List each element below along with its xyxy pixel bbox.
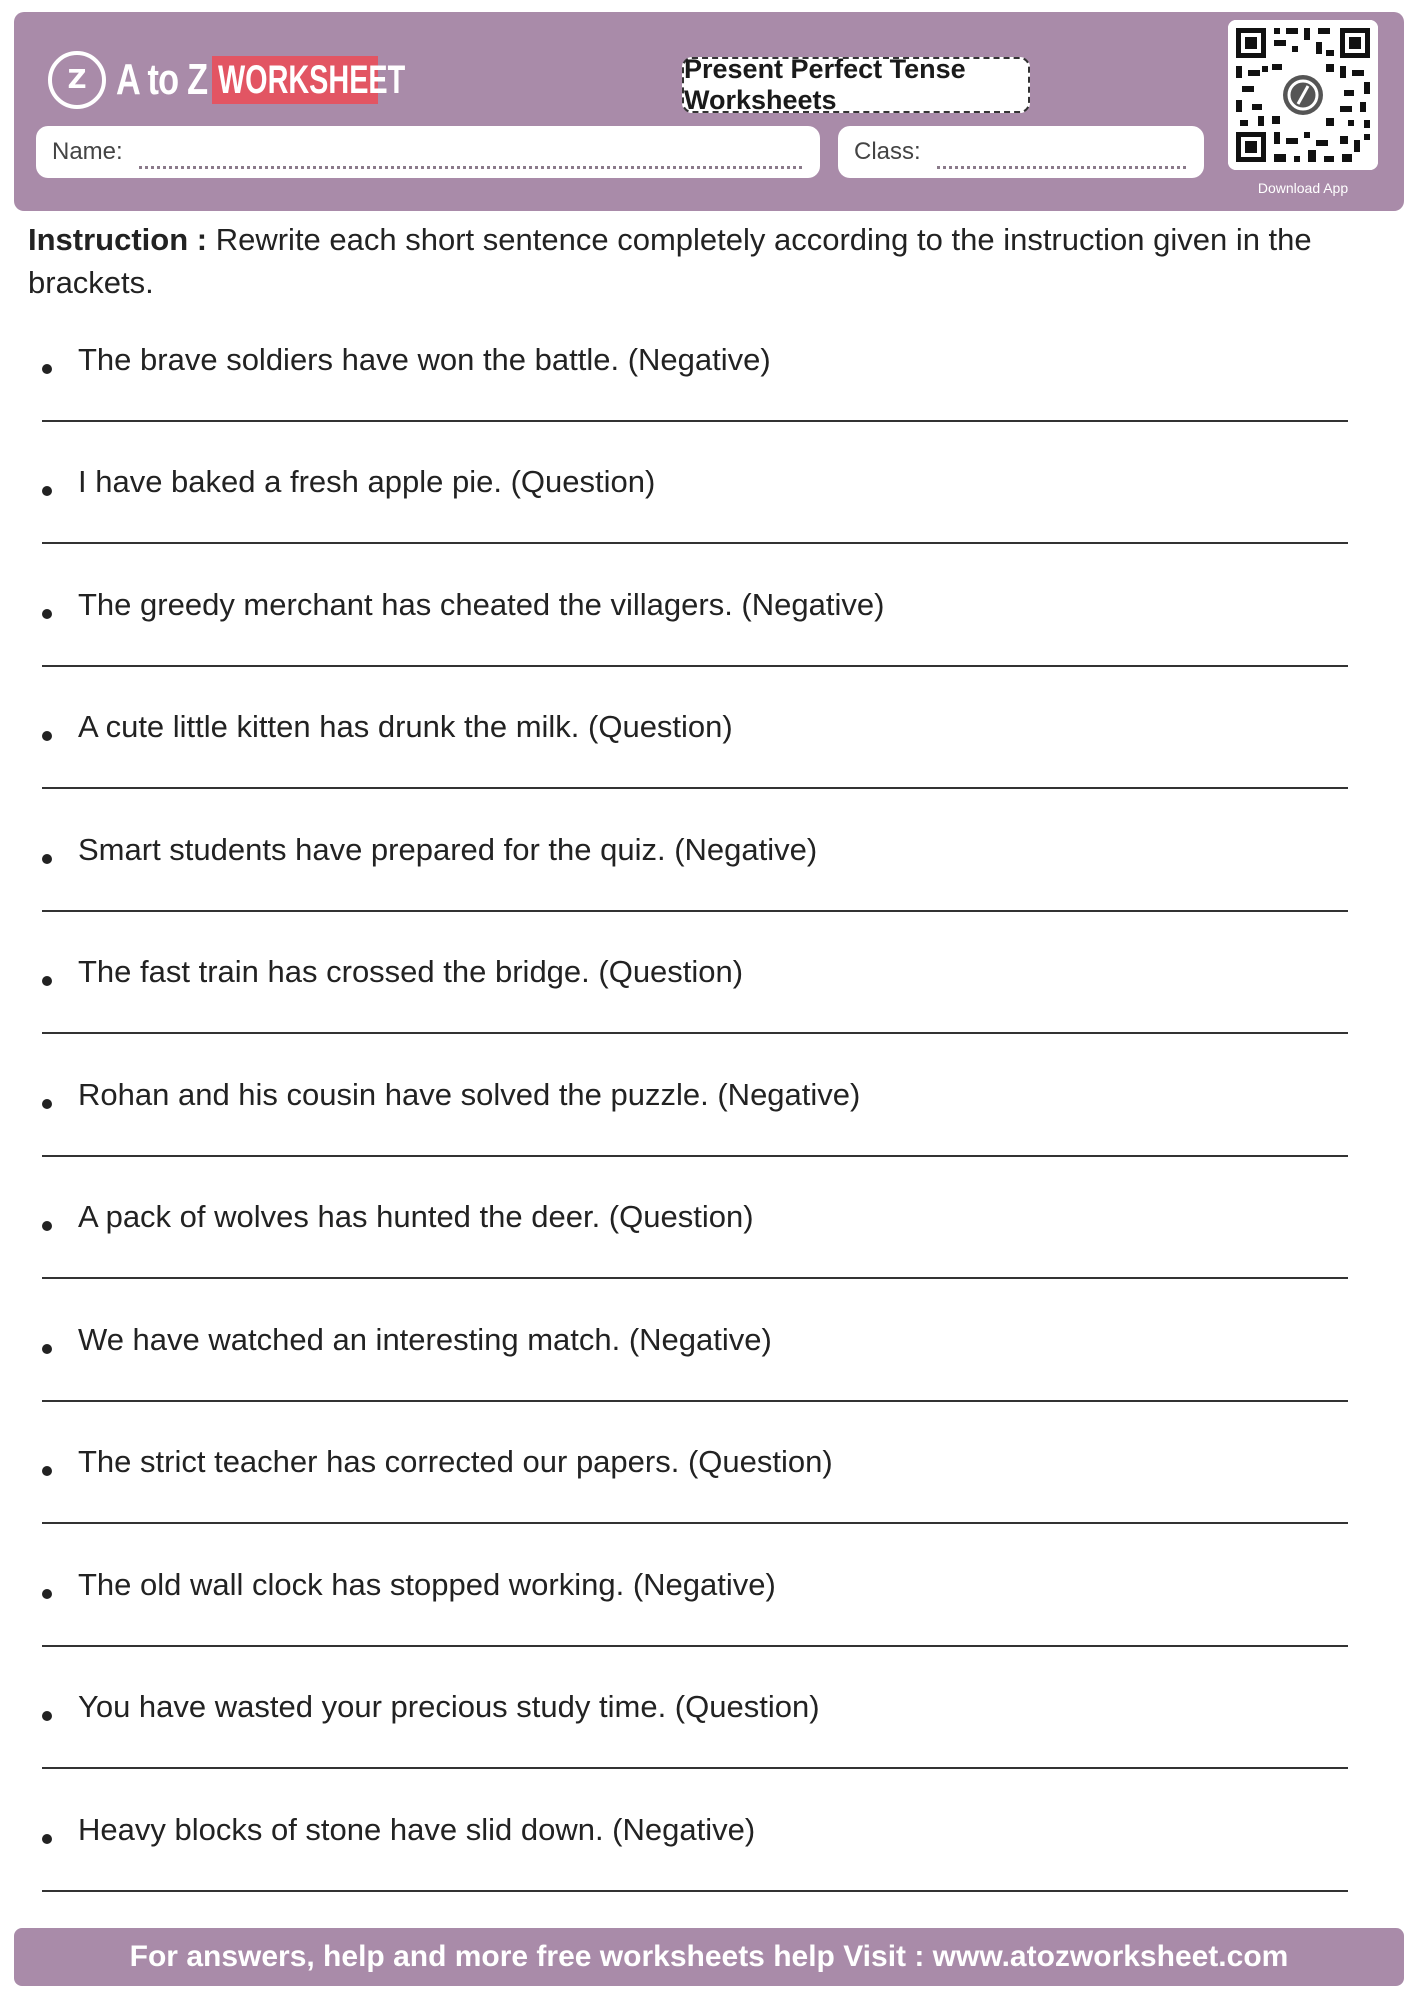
answer-line[interactable] [42, 910, 1348, 912]
question-text: You have wasted your precious study time. (Question) [78, 1689, 820, 1724]
question-item [28, 1075, 1348, 1197]
answer-line[interactable] [42, 1155, 1348, 1157]
question-text: Heavy blocks of stone have slid down. (Negative) [78, 1812, 756, 1847]
answer-line[interactable] [42, 787, 1348, 789]
question-text: We have watched an interesting match. (Negative) [78, 1322, 772, 1357]
question-text: Rohan and his cousin have solved the puzzle. (Negative) [78, 1077, 861, 1112]
bullet-icon [42, 854, 52, 864]
logo-text: A to Z [116, 55, 208, 104]
answer-line[interactable] [42, 1522, 1348, 1524]
logo-emblem-icon: Z [48, 51, 106, 109]
question-item [28, 1320, 1348, 1442]
bullet-icon [42, 364, 52, 374]
footer-text[interactable]: For answers, help and more free worksheets help Visit : www.atozworksheet.com [129, 1940, 1289, 1973]
bullet-icon [42, 486, 52, 496]
answer-line[interactable] [42, 1032, 1348, 1034]
question-item [28, 830, 1348, 952]
question-text: Smart students have prepared for the quiz. (Negative) [78, 832, 818, 867]
instruction-text [28, 218, 1388, 304]
question-item [28, 707, 1348, 829]
question-item [28, 462, 1348, 584]
footer-banner[interactable] [14, 1928, 1404, 1986]
question-text: The greedy merchant has cheated the villagers. (Negative) [78, 587, 885, 622]
bullet-icon [42, 1344, 52, 1354]
answer-line[interactable] [42, 420, 1348, 422]
worksheet-title: Present Perfect Tense Worksheets [682, 57, 1030, 113]
bullet-icon [42, 1711, 52, 1721]
question-item [28, 1810, 1348, 1932]
name-dotted-line [139, 144, 802, 169]
qr-code-icon[interactable] [1228, 20, 1378, 170]
answer-line[interactable] [42, 542, 1348, 544]
question-text: A cute little kitten has drunk the milk. (Question) [78, 709, 733, 744]
answer-line[interactable] [42, 1645, 1348, 1647]
answer-line[interactable] [42, 1277, 1348, 1279]
question-text: The strict teacher has corrected our papers. (Question) [78, 1444, 833, 1479]
question-text: I have baked a fresh apple pie. (Question) [78, 464, 656, 499]
question-item [28, 952, 1348, 1074]
bullet-icon [42, 976, 52, 986]
bullet-icon [42, 609, 52, 619]
site-logo[interactable] [48, 46, 406, 114]
question-text: The fast train has crossed the bridge. (Question) [78, 954, 744, 989]
bullet-icon [42, 1221, 52, 1231]
bullet-icon [42, 1466, 52, 1476]
bullet-icon [42, 731, 52, 741]
question-text: The brave soldiers have won the battle. (Negative) [78, 342, 771, 377]
class-field[interactable] [838, 126, 1204, 178]
bullet-icon [42, 1589, 52, 1599]
bullet-icon [42, 1099, 52, 1109]
instruction-label: Instruction : [28, 222, 208, 257]
question-item [28, 585, 1348, 707]
name-field[interactable] [36, 126, 820, 178]
answer-line[interactable] [42, 665, 1348, 667]
download-app-label[interactable]: Download App [1257, 180, 1349, 196]
question-item [28, 1442, 1348, 1564]
bullet-icon [42, 1834, 52, 1844]
answer-line[interactable] [42, 1767, 1348, 1769]
question-item [28, 340, 1348, 462]
name-label: Name: [52, 138, 123, 165]
question-text: A pack of wolves has hunted the deer. (Question) [78, 1199, 754, 1234]
answer-line[interactable] [42, 1400, 1348, 1402]
class-label: Class: [854, 138, 921, 165]
answer-line[interactable] [42, 1890, 1348, 1892]
question-item [28, 1565, 1348, 1687]
logo-badge: WORKSHEET [212, 56, 378, 104]
question-item [28, 1197, 1348, 1319]
instruction-body: Rewrite each short sentence completely according to the instruction given in the brackets. [28, 222, 1312, 300]
class-dotted-line [937, 144, 1186, 169]
question-text: The old wall clock has stopped working. (Negative) [78, 1567, 776, 1602]
worksheet-header [14, 12, 1404, 211]
question-item [28, 1687, 1348, 1809]
